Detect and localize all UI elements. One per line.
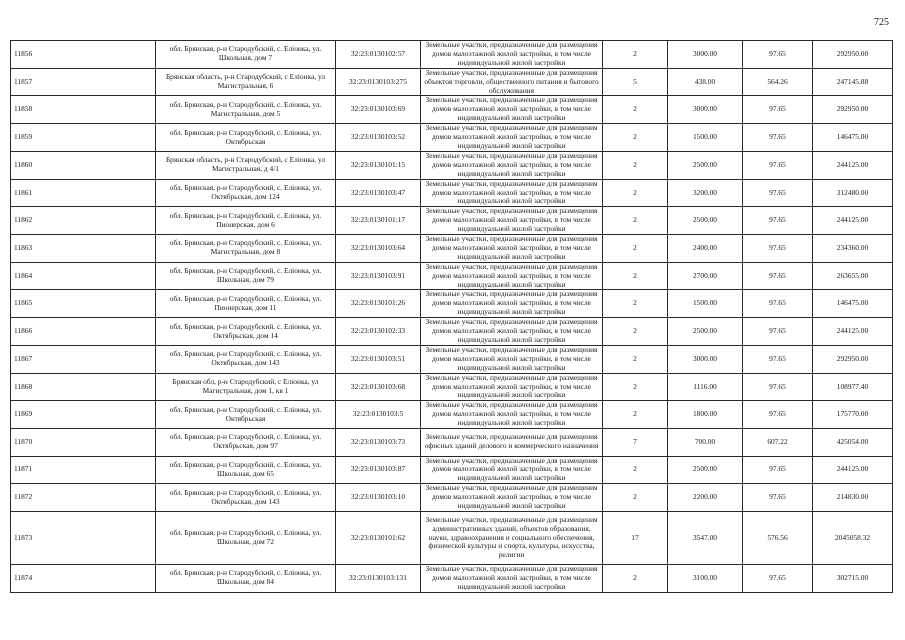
address-cell: обл. Брянская, р-н Стародубский, с. Еліонка, ул. Пионерская, дом 11 bbox=[156, 290, 336, 318]
cadastral-number-cell: 32:23:0130101:15 bbox=[336, 151, 421, 179]
specific-value-cell: 97.65 bbox=[743, 96, 813, 124]
record-number-cell: 11867 bbox=[11, 345, 156, 373]
use-group-cell: 2 bbox=[603, 96, 668, 124]
land-use-cell: Земельные участки, предназначенные для размещения домов малоэтажной жилой застройки, в том числе индивидуальной жилой застройки bbox=[421, 151, 603, 179]
table-row bbox=[11, 179, 893, 207]
table-row bbox=[11, 68, 893, 96]
record-number-cell: 11868 bbox=[11, 373, 156, 401]
area-cell: 3000.00 bbox=[668, 96, 743, 124]
cadastral-number-cell: 32:23:0130103:5 bbox=[336, 401, 421, 429]
table-row bbox=[11, 401, 893, 429]
address-cell: обл. Брянская, р-н Стародубский, с. Еліонка, ул. Школьная, дом 84 bbox=[156, 565, 336, 593]
land-use-cell: Земельные участки, предназначенные для размещения домов малоэтажной жилой застройки, в том числе индивидуальной жилой застройки bbox=[421, 179, 603, 207]
table-row bbox=[11, 235, 893, 263]
cadastral-number-cell: 32:23:0130101:17 bbox=[336, 207, 421, 235]
use-group-cell: 2 bbox=[603, 290, 668, 318]
registry-table bbox=[10, 40, 893, 593]
cadastral-number-cell: 32:23:0130103:51 bbox=[336, 345, 421, 373]
table-row bbox=[11, 318, 893, 346]
address-cell: обл. Брянская, р-н Стародубский, с. Еліонка, ул. Октябрьская bbox=[156, 401, 336, 429]
specific-value-cell: 97.65 bbox=[743, 456, 813, 484]
table-row bbox=[11, 512, 893, 565]
record-number-cell: 11859 bbox=[11, 124, 156, 152]
specific-value-cell: 97.65 bbox=[743, 290, 813, 318]
cadastral-number-cell: 32:23:0130103:68 bbox=[336, 373, 421, 401]
specific-value-cell: 97.65 bbox=[743, 235, 813, 263]
land-use-cell: Земельные участки, предназначенные для размещения домов малоэтажной жилой застройки, в том числе индивидуальной жилой застройки bbox=[421, 565, 603, 593]
table-row bbox=[11, 41, 893, 69]
cadastral-value-cell: 146475.00 bbox=[813, 290, 893, 318]
land-use-cell: Земельные участки, предназначенные для размещения офисных зданий делового и коммерческого назначения bbox=[421, 429, 603, 457]
land-use-cell: Земельные участки, предназначенные для размещения домов малоэтажной жилой застройки, в том числе индивидуальной жилой застройки bbox=[421, 373, 603, 401]
area-cell: 2500.00 bbox=[668, 207, 743, 235]
cadastral-value-cell: 312480.00 bbox=[813, 179, 893, 207]
record-number-cell: 11860 bbox=[11, 151, 156, 179]
land-use-cell: Земельные участки, предназначенные для размещения домов малоэтажной жилой застройки, в том числе индивидуальной жилой застройки bbox=[421, 235, 603, 263]
cadastral-number-cell: 32:23:0130103:69 bbox=[336, 96, 421, 124]
use-group-cell: 2 bbox=[603, 235, 668, 263]
specific-value-cell: 97.65 bbox=[743, 345, 813, 373]
record-number-cell: 11863 bbox=[11, 235, 156, 263]
cadastral-number-cell: 32:23:0130103:10 bbox=[336, 484, 421, 512]
specific-value-cell: 576.56 bbox=[743, 512, 813, 565]
land-use-cell: Земельные участки, предназначенные для размещения домов малоэтажной жилой застройки, в том числе индивидуальной жилой застройки bbox=[421, 41, 603, 69]
record-number-cell: 11871 bbox=[11, 456, 156, 484]
address-cell: Брянская область, р-н Стародубский, с Еліонка, ул Магистральная, д 4/1 bbox=[156, 151, 336, 179]
cadastral-value-cell: 292950.00 bbox=[813, 345, 893, 373]
area-cell: 1500.00 bbox=[668, 124, 743, 152]
use-group-cell: 2 bbox=[603, 565, 668, 593]
cadastral-value-cell: 425054.00 bbox=[813, 429, 893, 457]
table-row bbox=[11, 565, 893, 593]
record-number-cell: 11866 bbox=[11, 318, 156, 346]
area-cell: 3200.00 bbox=[668, 179, 743, 207]
area-cell: 700.00 bbox=[668, 429, 743, 457]
use-group-cell: 2 bbox=[603, 456, 668, 484]
address-cell: обл. Брянская, р-н Стародубский, с. Еліонка, ул. Школьная, дом 7 bbox=[156, 41, 336, 69]
land-use-cell: Земельные участки, предназначенные для размещения домов малоэтажной жилой застройки, в том числе индивидуальной жилой застройки bbox=[421, 456, 603, 484]
area-cell: 438.00 bbox=[668, 68, 743, 96]
record-number-cell: 11870 bbox=[11, 429, 156, 457]
area-cell: 3000.00 bbox=[668, 345, 743, 373]
specific-value-cell: 97.65 bbox=[743, 41, 813, 69]
cadastral-number-cell: 32:23:0130101:62 bbox=[336, 512, 421, 565]
table-row bbox=[11, 345, 893, 373]
specific-value-cell: 97.65 bbox=[743, 484, 813, 512]
address-cell: обл. Брянская, р-н Стародубский, с. Еліонка, ул. Магистральная, дом 8 bbox=[156, 235, 336, 263]
area-cell: 1800.00 bbox=[668, 401, 743, 429]
cadastral-value-cell: 244125.00 bbox=[813, 151, 893, 179]
specific-value-cell: 97.65 bbox=[743, 262, 813, 290]
record-number-cell: 11869 bbox=[11, 401, 156, 429]
specific-value-cell: 97.65 bbox=[743, 318, 813, 346]
record-number-cell: 11861 bbox=[11, 179, 156, 207]
use-group-cell: 2 bbox=[603, 41, 668, 69]
land-use-cell: Земельные участки, предназначенные для размещения административных зданий, объектов образования, науки, здравоохранения и социального обеспечения, физической культуры и спорта, культуры, искусства, религии bbox=[421, 512, 603, 565]
table-row bbox=[11, 484, 893, 512]
record-number-cell: 11864 bbox=[11, 262, 156, 290]
specific-value-cell: 97.65 bbox=[743, 151, 813, 179]
registry-rows bbox=[11, 41, 893, 593]
area-cell: 3000.00 bbox=[668, 41, 743, 69]
specific-value-cell: 97.65 bbox=[743, 124, 813, 152]
page-number: 725 bbox=[874, 17, 889, 28]
address-cell: Брянская обл, р-н Стародубский, с Еліонка, ул Магистральная, дом 1, кв 1 bbox=[156, 373, 336, 401]
area-cell: 2500.00 bbox=[668, 456, 743, 484]
cadastral-value-cell: 2045058.32 bbox=[813, 512, 893, 565]
specific-value-cell: 97.65 bbox=[743, 373, 813, 401]
table-row bbox=[11, 151, 893, 179]
record-number-cell: 11873 bbox=[11, 512, 156, 565]
cadastral-number-cell: 32:23:0130103:131 bbox=[336, 565, 421, 593]
use-group-cell: 2 bbox=[603, 262, 668, 290]
address-cell: Брянская область, р-н Стародубский, с Еліонка, ул Магистральная, 6 bbox=[156, 68, 336, 96]
record-number-cell: 11862 bbox=[11, 207, 156, 235]
address-cell: обл. Брянская, р-н Стародубский, с. Еліонка, ул. Школьная, дом 72 bbox=[156, 512, 336, 565]
address-cell: обл. Брянская, р-н Стародубский, с. Еліонка, ул. Октябрьская, дом 14 bbox=[156, 318, 336, 346]
address-cell: обл. Брянская, р-н Стародубский, с. Еліонка, ул. Октябрьская, дом 97 bbox=[156, 429, 336, 457]
cadastral-value-cell: 263655.00 bbox=[813, 262, 893, 290]
cadastral-value-cell: 292950.00 bbox=[813, 41, 893, 69]
area-cell: 1500.00 bbox=[668, 290, 743, 318]
land-use-cell: Земельные участки, предназначенные для размещения домов малоэтажной жилой застройки, в том числе индивидуальной жилой застройки bbox=[421, 318, 603, 346]
cadastral-number-cell: 32:23:0130101:26 bbox=[336, 290, 421, 318]
use-group-cell: 2 bbox=[603, 151, 668, 179]
table-row bbox=[11, 124, 893, 152]
specific-value-cell: 97.65 bbox=[743, 565, 813, 593]
cadastral-value-cell: 146475.00 bbox=[813, 124, 893, 152]
land-use-cell: Земельные участки, предназначенные для размещения домов малоэтажной жилой застройки, в том числе индивидуальной жилой застройки bbox=[421, 290, 603, 318]
cadastral-value-cell: 234360.00 bbox=[813, 235, 893, 263]
address-cell: обл. Брянская, р-н Стародубский, с. Еліонка, ул. Октябрьская bbox=[156, 124, 336, 152]
use-group-cell: 7 bbox=[603, 429, 668, 457]
land-use-cell: Земельные участки, предназначенные для размещения объектов торговли, общественного питания и бытового обслуживания bbox=[421, 68, 603, 96]
cadastral-value-cell: 175770.00 bbox=[813, 401, 893, 429]
address-cell: обл. Брянская, р-н Стародубский, с. Еліонка, ул. Октябрьская, дом 124 bbox=[156, 179, 336, 207]
use-group-cell: 2 bbox=[603, 345, 668, 373]
cadastral-number-cell: 32:23:0130103:87 bbox=[336, 456, 421, 484]
use-group-cell: 17 bbox=[603, 512, 668, 565]
use-group-cell: 5 bbox=[603, 68, 668, 96]
table-row bbox=[11, 96, 893, 124]
table-row bbox=[11, 456, 893, 484]
use-group-cell: 2 bbox=[603, 401, 668, 429]
cadastral-number-cell: 32:23:0130102:33 bbox=[336, 318, 421, 346]
cadastral-number-cell: 32:23:0130103:52 bbox=[336, 124, 421, 152]
cadastral-value-cell: 244125.00 bbox=[813, 207, 893, 235]
table-row bbox=[11, 429, 893, 457]
area-cell: 2200.00 bbox=[668, 484, 743, 512]
area-cell: 2500.00 bbox=[668, 318, 743, 346]
table-row bbox=[11, 373, 893, 401]
specific-value-cell: 97.65 bbox=[743, 207, 813, 235]
land-use-cell: Земельные участки, предназначенные для размещения домов малоэтажной жилой застройки, в том числе индивидуальной жилой застройки bbox=[421, 401, 603, 429]
specific-value-cell: 607.22 bbox=[743, 429, 813, 457]
address-cell: обл. Брянская, р-н Стародубский, с. Еліонка, ул. Октябрьская, дом 143 bbox=[156, 345, 336, 373]
cadastral-value-cell: 214830.00 bbox=[813, 484, 893, 512]
specific-value-cell: 97.65 bbox=[743, 179, 813, 207]
address-cell: обл. Брянская, р-н Стародубский, с. Еліонка, ул. Школьная, дом 65 bbox=[156, 456, 336, 484]
land-use-cell: Земельные участки, предназначенные для размещения домов малоэтажной жилой застройки, в том числе индивидуальной жилой застройки bbox=[421, 262, 603, 290]
record-number-cell: 11858 bbox=[11, 96, 156, 124]
record-number-cell: 11872 bbox=[11, 484, 156, 512]
use-group-cell: 2 bbox=[603, 124, 668, 152]
table-row bbox=[11, 290, 893, 318]
cadastral-value-cell: 244125.00 bbox=[813, 456, 893, 484]
record-number-cell: 11874 bbox=[11, 565, 156, 593]
use-group-cell: 2 bbox=[603, 207, 668, 235]
cadastral-number-cell: 32:23:0130102:57 bbox=[336, 41, 421, 69]
use-group-cell: 2 bbox=[603, 373, 668, 401]
specific-value-cell: 97.65 bbox=[743, 401, 813, 429]
cadastral-value-cell: 247145.88 bbox=[813, 68, 893, 96]
area-cell: 2400.00 bbox=[668, 235, 743, 263]
area-cell: 3100.00 bbox=[668, 565, 743, 593]
record-number-cell: 11856 bbox=[11, 41, 156, 69]
cadastral-value-cell: 244125.00 bbox=[813, 318, 893, 346]
record-number-cell: 11865 bbox=[11, 290, 156, 318]
cadastral-number-cell: 32:23:0130103:73 bbox=[336, 429, 421, 457]
use-group-cell: 2 bbox=[603, 318, 668, 346]
address-cell: обл. Брянская, р-н Стародубский, с. Еліонка, ул. Октябрьская, дом 143 bbox=[156, 484, 336, 512]
address-cell: обл. Брянская, р-н Стародубский, с. Еліонка, ул. Школьная, дом 79 bbox=[156, 262, 336, 290]
area-cell: 3547.00 bbox=[668, 512, 743, 565]
area-cell: 2500.00 bbox=[668, 151, 743, 179]
land-use-cell: Земельные участки, предназначенные для размещения домов малоэтажной жилой застройки, в том числе индивидуальной жилой застройки bbox=[421, 96, 603, 124]
cadastral-number-cell: 32:23:0130103:47 bbox=[336, 179, 421, 207]
cadastral-number-cell: 32:23:0130103:91 bbox=[336, 262, 421, 290]
specific-value-cell: 564.26 bbox=[743, 68, 813, 96]
use-group-cell: 2 bbox=[603, 484, 668, 512]
cadastral-number-cell: 32:23:0130103:64 bbox=[336, 235, 421, 263]
land-use-cell: Земельные участки, предназначенные для размещения домов малоэтажной жилой застройки, в том числе индивидуальной жилой застройки bbox=[421, 124, 603, 152]
cadastral-number-cell: 32:23:0130103:275 bbox=[336, 68, 421, 96]
land-use-cell: Земельные участки, предназначенные для размещения домов малоэтажной жилой застройки, в том числе индивидуальной жилой застройки bbox=[421, 207, 603, 235]
address-cell: обл. Брянская, р-н Стародубский, с. Еліонка, ул. Пионерская, дом 6 bbox=[156, 207, 336, 235]
cadastral-value-cell: 302715.00 bbox=[813, 565, 893, 593]
table-row bbox=[11, 207, 893, 235]
area-cell: 2700.00 bbox=[668, 262, 743, 290]
address-cell: обл. Брянская, р-н Стародубский, с. Еліонка, ул. Магистральная, дом 5 bbox=[156, 96, 336, 124]
land-use-cell: Земельные участки, предназначенные для размещения домов малоэтажной жилой застройки, в том числе индивидуальной жилой застройки bbox=[421, 484, 603, 512]
cadastral-value-cell: 292950.00 bbox=[813, 96, 893, 124]
table-row bbox=[11, 262, 893, 290]
use-group-cell: 2 bbox=[603, 179, 668, 207]
cadastral-value-cell: 108977.40 bbox=[813, 373, 893, 401]
record-number-cell: 11857 bbox=[11, 68, 156, 96]
land-use-cell: Земельные участки, предназначенные для размещения домов малоэтажной жилой застройки, в том числе индивидуальной жилой застройки bbox=[421, 345, 603, 373]
area-cell: 1116.00 bbox=[668, 373, 743, 401]
